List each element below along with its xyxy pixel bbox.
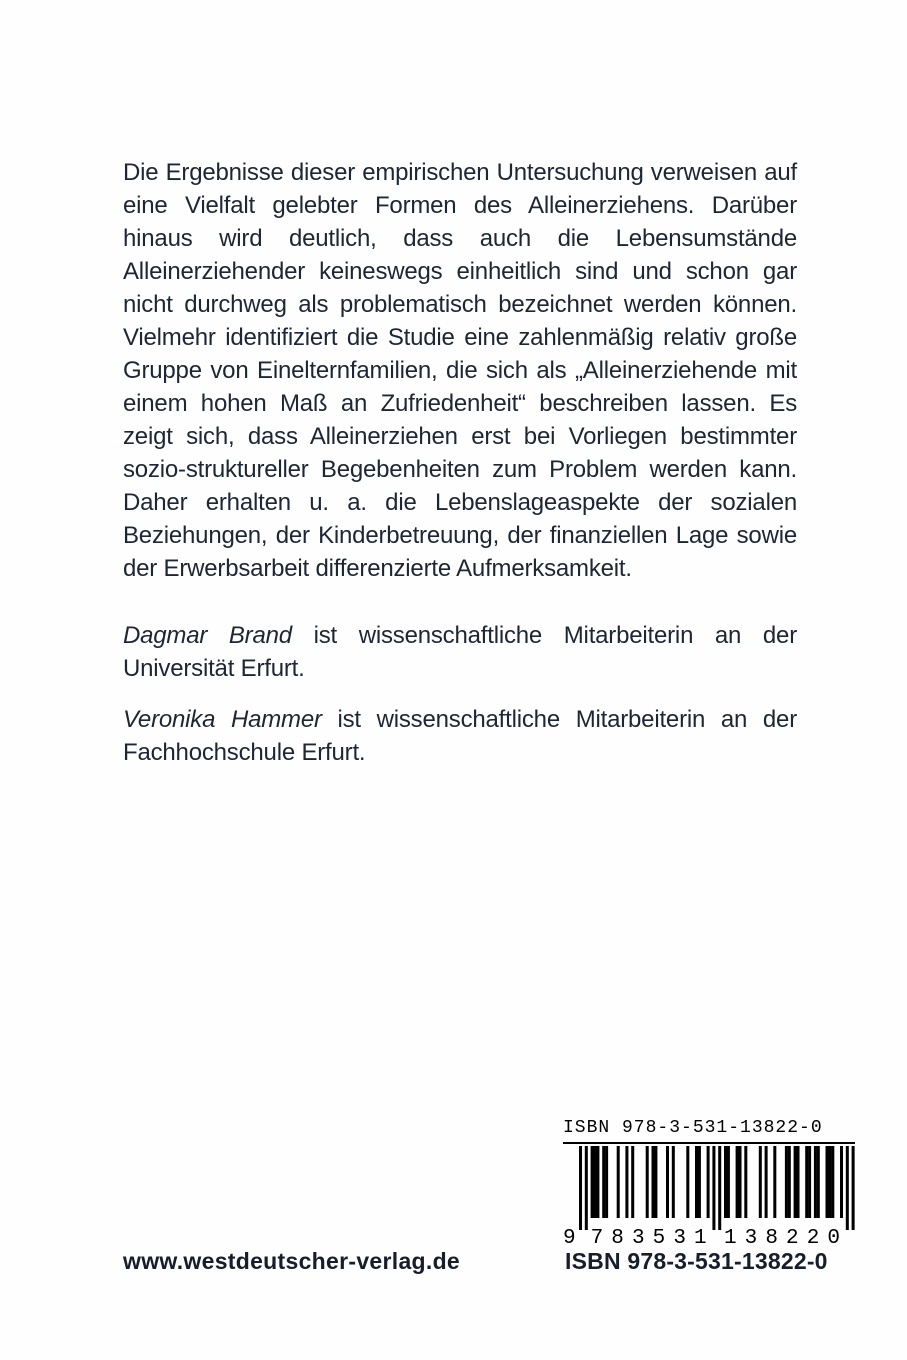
isbn-label-top: ISBN 978-3-531-13822-0 xyxy=(563,1118,855,1144)
author-name-2: Veronika Hammer xyxy=(123,706,322,733)
svg-text:9: 9 xyxy=(563,1227,576,1246)
publisher-website-url: www.westdeutscher-verlag.de xyxy=(123,1248,461,1274)
isbn-bottom-text: ISBN 978-3-531-13822-0 xyxy=(565,1248,828,1274)
author-name-1: Dagmar Brand xyxy=(123,622,292,649)
author-line-2 xyxy=(123,703,797,769)
back-cover-text-block xyxy=(123,156,797,769)
author-bio-2: ist wissenschaftliche Mitarbeiterin an der Fachhochschule Erfurt. xyxy=(123,706,797,766)
svg-text:783531: 783531 xyxy=(590,1227,707,1246)
blurb-paragraph: Die Ergebnisse dieser empirischen Untersuchung verweisen auf eine Vielfalt gelebter Formen des Alleinerziehens. Darüber hinaus wird deutlich, dass auch die Lebensumstände Alleinerziehender keineswegs einheitlich sind und schon gar nicht durchweg als problematisch bezeichnet werden können. Vielmehr identifiziert die Studie eine zahlenmäßig relativ große Gruppe von Einelternfamilien, die sich als „Alleinerziehende mit einem hohen Maß an Zufriedenheit“ beschreiben lassen. Es zeigt sich, dass Alleinerziehen erst bei Vorliegen bestimmter sozio-struktureller Begebenheiten zum Problem werden kann. Daher erhalten u. a. die Lebenslageaspekte der sozialen Beziehungen, der Kinderbetreuung, der finanziellen Lage sowie der Erwerbsarbeit differenzierte Aufmerksamkeit. xyxy=(123,159,797,582)
ean-barcode-svg xyxy=(563,1146,855,1246)
isbn-barcode-block xyxy=(563,1118,855,1246)
svg-text:138220: 138220 xyxy=(724,1227,840,1246)
author-line-1 xyxy=(123,619,797,685)
author-bio-1: ist wissenschaftliche Mitarbeiterin an der Universität Erfurt. xyxy=(123,622,797,682)
